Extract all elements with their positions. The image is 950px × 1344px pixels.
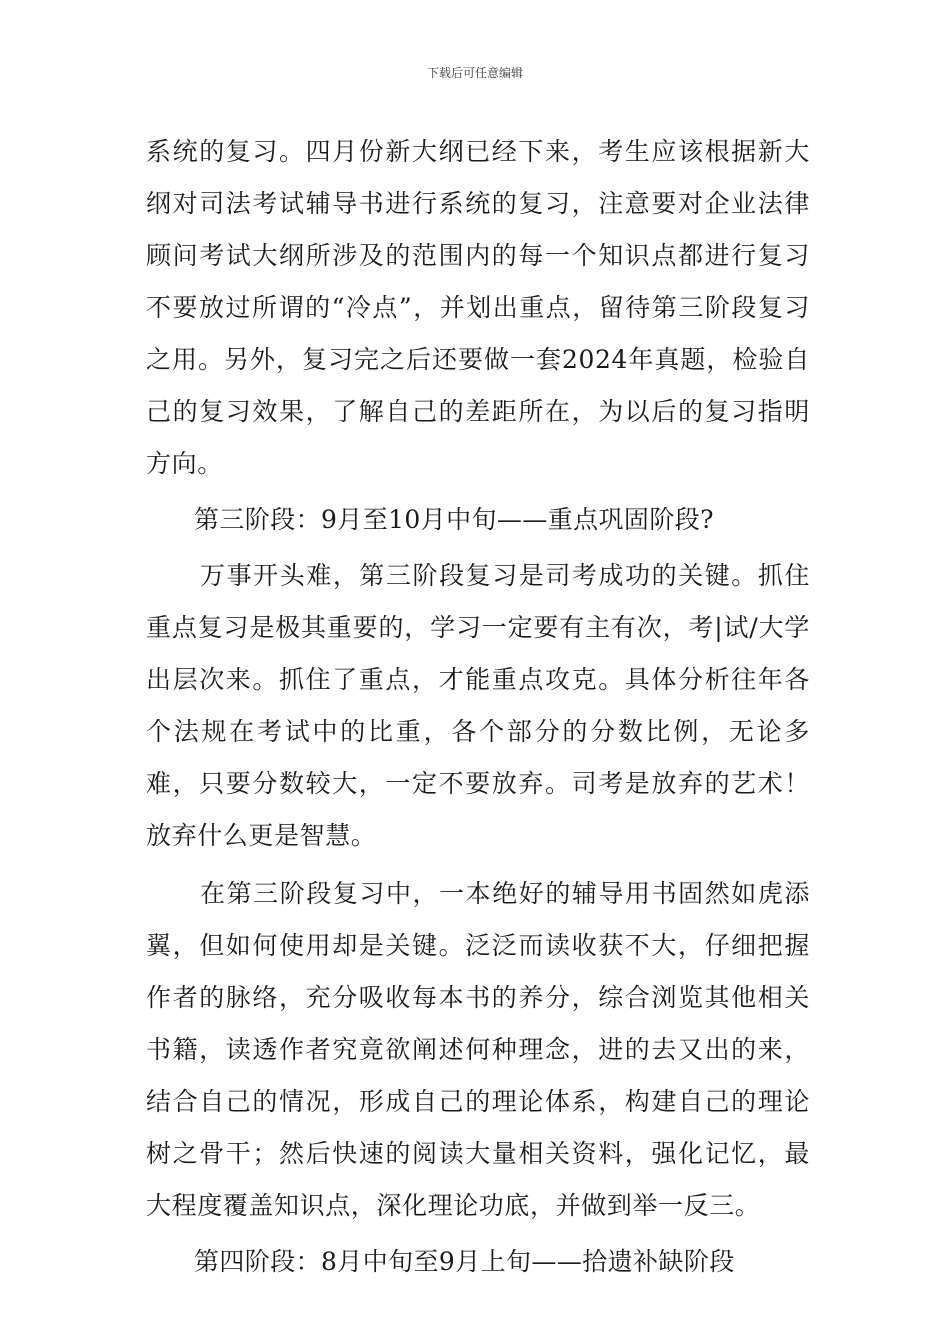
paragraph-stage-three-key: 万事开头难，第三阶段复习是司考成功的关键。抓住重点复习是极其重要的，学习一定要有主有次，考|试/大学出层次来。抓住了重点，才能重点攻克。具体分析往年各个法规在考试中的比重，各个部分的分数比例，无论多难，只要分数较大，一定不要放弃。司考是放弃的艺术！放弃什么更是智慧。 (146, 561, 810, 850)
paragraph-review-intro: 系统的复习。四月份新大纲已经下来，考生应该根据新大纲对司法考试辅导书进行系统的复习，注意要对企业法律顾问考试大纲所涉及的范围内的每一个知识点都进行复习不要放过所谓的“冷点”，并划出重点，留待第三阶段复习之用。另外，复习完之后还要做一套2024年真题，检验自己的复习效果，了解自己的差距所在，为以后的复习指明方向。 (146, 137, 810, 478)
page-header: 下载后可任意编辑 (426, 66, 523, 80)
heading-stage-four: 第四阶段：8月中旬至9月上旬——拾遗补缺阶段 (194, 1247, 735, 1276)
paragraph-stage-three-books: 在第三阶段复习中，一本绝好的辅导用书固然如虎添翼，但如何使用却是关键。泛泛而读收获不大，仔细把握作者的脉络，充分吸收每本书的养分，综合浏览其他相关书籍，读透作者究竟欲阐述何种理念，进的去又出的来，结合自己的情况，形成自己的理论体系，构建自己的理论树之骨干；然后快速的阅读大量相关资料，强化记忆，最大程度覆盖知识点，深化理论功底，并做到举一反三。 (146, 879, 810, 1220)
document-body (146, 126, 810, 1288)
heading-stage-three: 第三阶段：9月至10月中旬——重点巩固阶段? (194, 505, 714, 534)
